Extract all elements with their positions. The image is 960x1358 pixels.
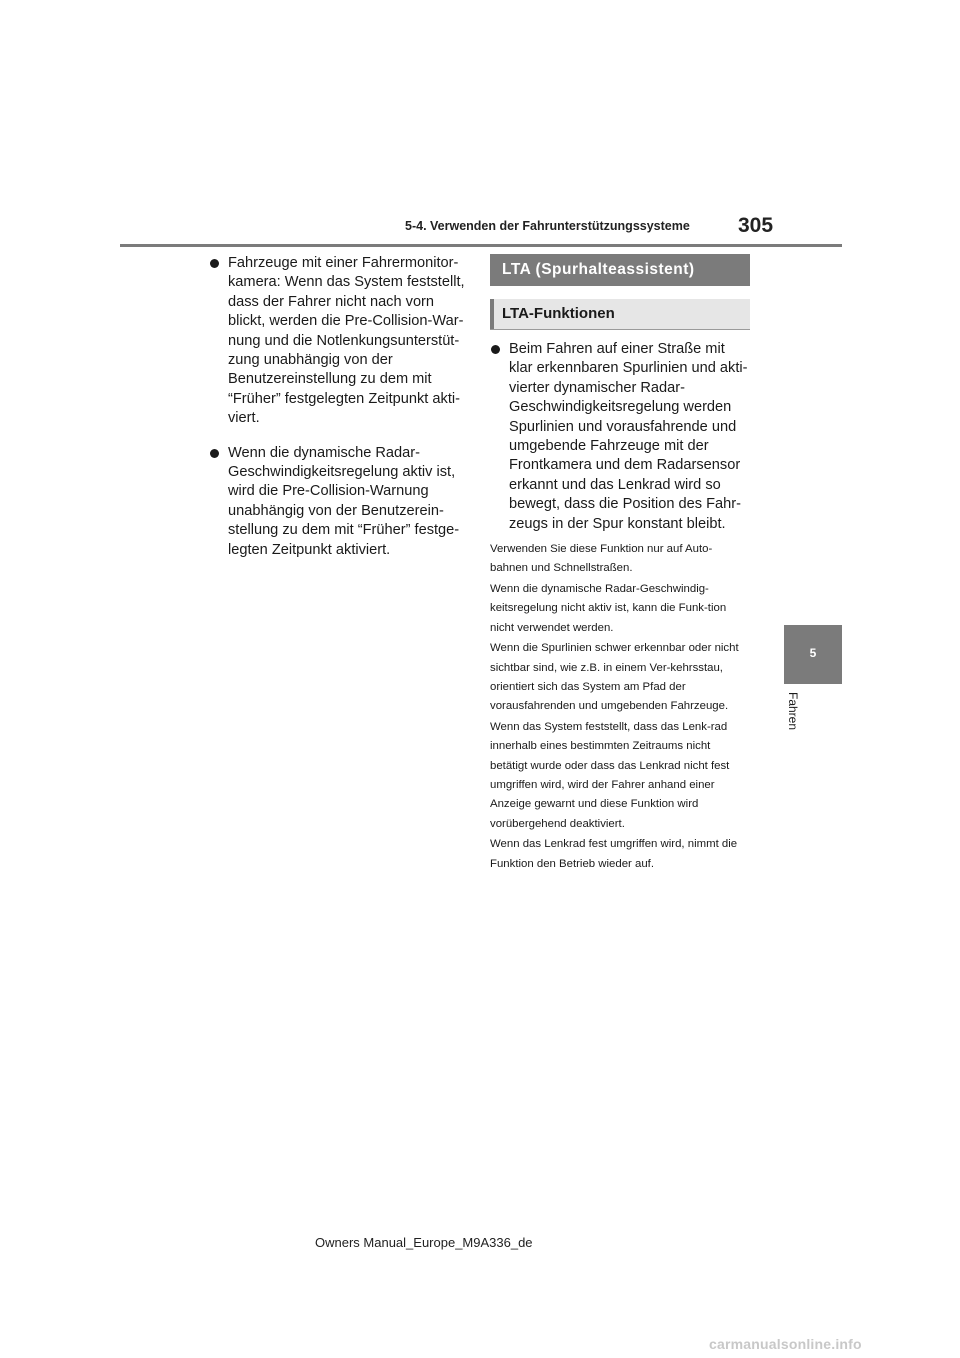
bullet-text: Beim Fahren auf einer Straße mit klar erkennbaren Spurlinien und akti-vierter dynamischer Radar-Geschwindigkeitsregelung werden Spurlinien und vorausfahrende und umgebende Fahrzeuge mit der Frontkamera und dem Radarsensor erkannt und das Lenkrad wird so bewegt, dass die Position des Fahr-zeugs in der Spur konstant bleibt. xyxy=(509,341,748,532)
section-title: 5-4. Verwenden der Fahrunterstützungssysteme xyxy=(405,219,690,233)
subsection-heading-text: LTA-Funktionen xyxy=(502,305,615,322)
subsection-heading xyxy=(490,299,750,330)
heading-accent-bar xyxy=(490,299,494,329)
list-item xyxy=(209,254,467,429)
footer-manual-id: Owners Manual_Europe_M9A336_de xyxy=(315,1235,533,1250)
bullet-icon xyxy=(491,345,500,354)
note-paragraph: Verwenden Sie diese Funktion nur auf Auto-bahnen und Schnellstraßen. xyxy=(490,543,713,575)
bullet-icon xyxy=(210,259,219,268)
note-paragraph: Wenn das Lenkrad fest umgriffen wird, nimmt die Funktion den Betrieb wieder auf. xyxy=(490,838,738,870)
right-column xyxy=(490,254,750,875)
page-number: 305 xyxy=(738,214,774,237)
chapter-label-text: Fahren xyxy=(786,692,800,731)
chapter-tab xyxy=(784,625,842,684)
header-divider xyxy=(120,244,842,247)
bullet-text: Fahrzeuge mit einer Fahrermonitor-kamera: Wenn das System feststellt, dass der Fahrer nicht nach vorn blickt, werden die Pre-Collision-War-nung und die Notlenkungsunterstüt-zung unabhängig von der Benutzereinstellung zu dem mit “Früher” festgelegten Zeitpunkt akti-viert. xyxy=(228,255,465,427)
chapter-label xyxy=(786,692,800,742)
list-item xyxy=(209,444,467,560)
chapter-number: 5 xyxy=(809,646,817,660)
note-paragraph: Wenn die Spurlinien schwer erkennbar oder nicht sichtbar sind, wie z.B. in einem Ver-kehrsstau, orientiert sich das System am Pfad der vorausfahrenden und umgebenden Fahrzeuge. xyxy=(490,642,739,713)
section-heading: LTA (Spurhalteassistent) xyxy=(490,254,750,286)
note-paragraph: Wenn die dynamische Radar-Geschwindig-keitsregelung nicht aktiv ist, kann die Funk-tion nicht verwendet werden. xyxy=(490,582,727,634)
bullet-text: Wenn die dynamische Radar-Geschwindigkeitsregelung aktiv ist, wird die Pre-Collision-Warnung unabhängig von der Benutzerein-stellung zu dem mit “Früher” festge-legten Zeitpunkt aktiviert. xyxy=(228,444,460,558)
list-item xyxy=(490,340,750,534)
note-paragraph: Wenn das System feststellt, dass das Lenk-rad innerhalb eines bestimmten Zeitraums nicht betätigt wurde oder dass das Lenkrad nicht fest umgriffen wird, wird der Fahrer anhand einer Anzeige gewarnt und diese Funktion wird vorübergehend deaktiviert. xyxy=(490,720,730,830)
watermark: carmanualsonline.info xyxy=(709,1336,862,1352)
bullet-icon xyxy=(210,449,219,458)
left-column xyxy=(209,254,467,575)
